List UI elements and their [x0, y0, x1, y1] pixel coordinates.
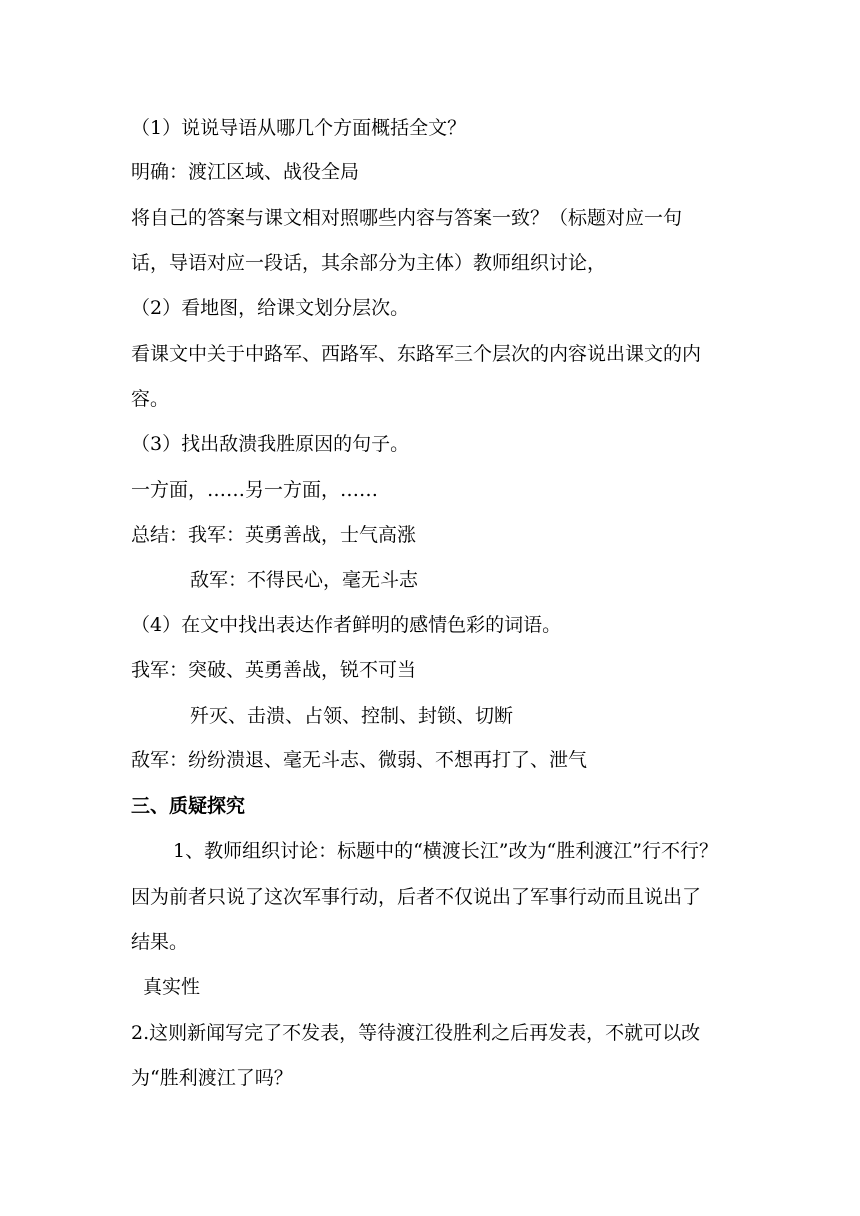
question-3: （3）找出敌溃我胜原因的句子。 — [131, 433, 410, 455]
word-list-line: 我军：突破、英勇善战，锐不可当 — [131, 659, 417, 681]
paragraph-line: 容。 — [131, 388, 170, 410]
paragraph-line: 看课文中关于中路军、西路军、东路军三个层次的内容说出课文的内 — [131, 343, 702, 365]
paragraph-line: 真实性 — [143, 976, 201, 998]
word-list-line: 敌军：纷纷溃退、毫无斗志、微弱、不想再打了、泄气 — [131, 749, 588, 771]
question-1: （1）说说导语从哪几个方面概括全文？ — [131, 117, 467, 139]
section-heading: 三、质疑探究 — [131, 795, 246, 817]
paragraph-line: 1、教师组织讨论：标题中的“横渡长江”改为“胜利渡江”行不行？ — [173, 840, 718, 862]
paragraph-line: 结果。 — [131, 931, 189, 953]
paragraph-line: 因为前者只说了这次军事行动，后者不仅说出了军事行动而且说出了 — [131, 886, 702, 908]
answer-1: 明确：渡江区域、战役全局 — [131, 161, 360, 183]
question-4: （4）在文中找出表达作者鲜明的感情色彩的词语。 — [131, 614, 562, 636]
paragraph-line: 2.这则新闻写完了不发表，等待渡江役胜利之后再发表，不就可以改 — [131, 1022, 701, 1044]
summary-line: 敌军：不得民心，毫无斗志 — [190, 569, 419, 591]
paragraph-line: 一方面，……另一方面，…… — [131, 479, 379, 501]
paragraph-line: 话，导语对应一段话，其余部分为主体）教师组织讨论， — [131, 252, 607, 274]
paragraph-line: 为“胜利渡江了吗？ — [131, 1067, 293, 1089]
paragraph-line: 将自己的答案与课文相对照哪些内容与答案一致？（标题对应一句 — [131, 207, 683, 229]
question-2: （2）看地图，给课文划分层次。 — [131, 297, 410, 319]
summary-line: 总结：我军：英勇善战，士气高涨 — [131, 524, 417, 546]
word-list-line: 歼灭、击溃、占领、控制、封锁、切断 — [190, 705, 514, 727]
